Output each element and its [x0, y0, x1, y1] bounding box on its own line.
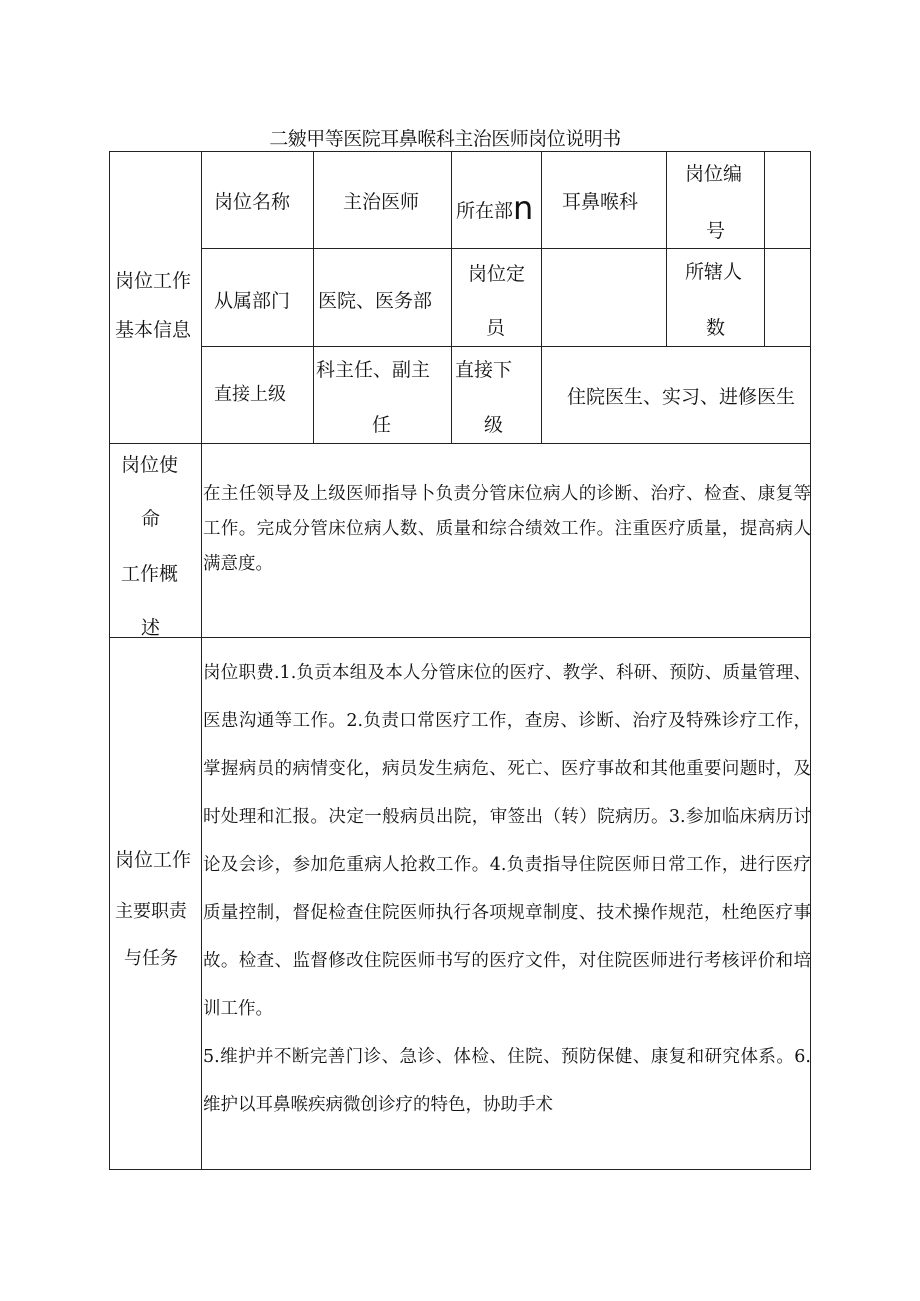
basic-info-label: 岗位工作	[115, 270, 192, 292]
col-divider	[764, 151, 765, 346]
mission-label: 命	[141, 508, 161, 530]
quota-label: 岗位定	[468, 263, 526, 285]
duties-label: 与任务	[124, 948, 178, 969]
row-divider	[201, 346, 811, 347]
mission-label: 述	[141, 617, 161, 639]
affiliation-value: 医院、医务部	[318, 290, 433, 312]
mission-label: 工作概	[121, 563, 179, 585]
subordinate-label: 直接下	[455, 359, 513, 381]
subordinate-value: 住院医生、实习、进修医生	[567, 386, 796, 408]
col-divider	[451, 151, 452, 443]
dept-value: 耳鼻喉科	[562, 191, 639, 213]
col-divider	[666, 151, 667, 346]
post-no-label: 号	[706, 220, 726, 242]
col-divider	[541, 151, 542, 443]
mission-text: 在主任领导及上级医师指导卜负责分管床位病人的诊断、治疗、检查、康复等工作。完成分管床位病人数、质量和综合绩效工作。注重医疗质量，提高病人满意度。	[203, 484, 811, 574]
dept-label-tail: n	[513, 189, 534, 227]
quota-label: 员	[486, 317, 506, 339]
post-name-label: 岗位名称	[214, 191, 291, 213]
duties-text: 岗位职费.1.负贡本组及本人分管床位的医疗、教学、科研、预防、质量管理、医患沟通等工作。2.负责口常医疗工作，查房、诊断、治疗及特殊诊疗工作，掌握病员的病情变化，病员发生病危、死亡、医疗事故和其他重要问题时，及时处理和汇报。决定一般病员出院，审签出（转）院病历。3.参加临床病历讨论及会诊，参加危重病人抢救工作。4.负责指导住院医师日常工作，进行医疗质量控制，督促检查住院医师执行各项规章制度、技术操作规范，杜绝医疗事故。检查、监督修改住院医师书写的医疗文件，对住院医师进行考核评价和培训工作。 5.维护并不断完善门诊、急诊、体检、住院、预防保健、康复和研究体系。6.维护以耳鼻喉疾病微创诊疗的特色，协助手术	[203, 663, 811, 1115]
subordinate-label: 级	[484, 414, 504, 436]
post-no-label: 岗位编	[685, 163, 743, 185]
staff-label: 数	[706, 317, 726, 339]
section-divider	[109, 637, 811, 638]
post-name-value: 主治医师	[343, 191, 420, 213]
superior-label: 直接上级	[214, 384, 286, 405]
superior-value: 任	[372, 414, 392, 436]
duties-label: 主要职责	[115, 901, 187, 922]
dept-label: 所在部n	[456, 189, 534, 227]
label-column-divider	[201, 151, 202, 1170]
section-divider	[109, 443, 811, 444]
basic-info-label: 基本信息	[115, 319, 192, 341]
mission-label: 岗位使	[121, 454, 179, 476]
row-divider	[201, 248, 811, 249]
col-divider	[313, 151, 314, 443]
staff-label: 所辖人	[685, 261, 743, 283]
duties-label: 岗位工作	[115, 849, 192, 871]
affiliation-label: 从属部门	[214, 290, 291, 312]
superior-value: 科主任、副主	[316, 359, 431, 381]
page-title: 二皴甲等医院耳鼻喉科主治医师岗位说明书	[269, 128, 621, 150]
